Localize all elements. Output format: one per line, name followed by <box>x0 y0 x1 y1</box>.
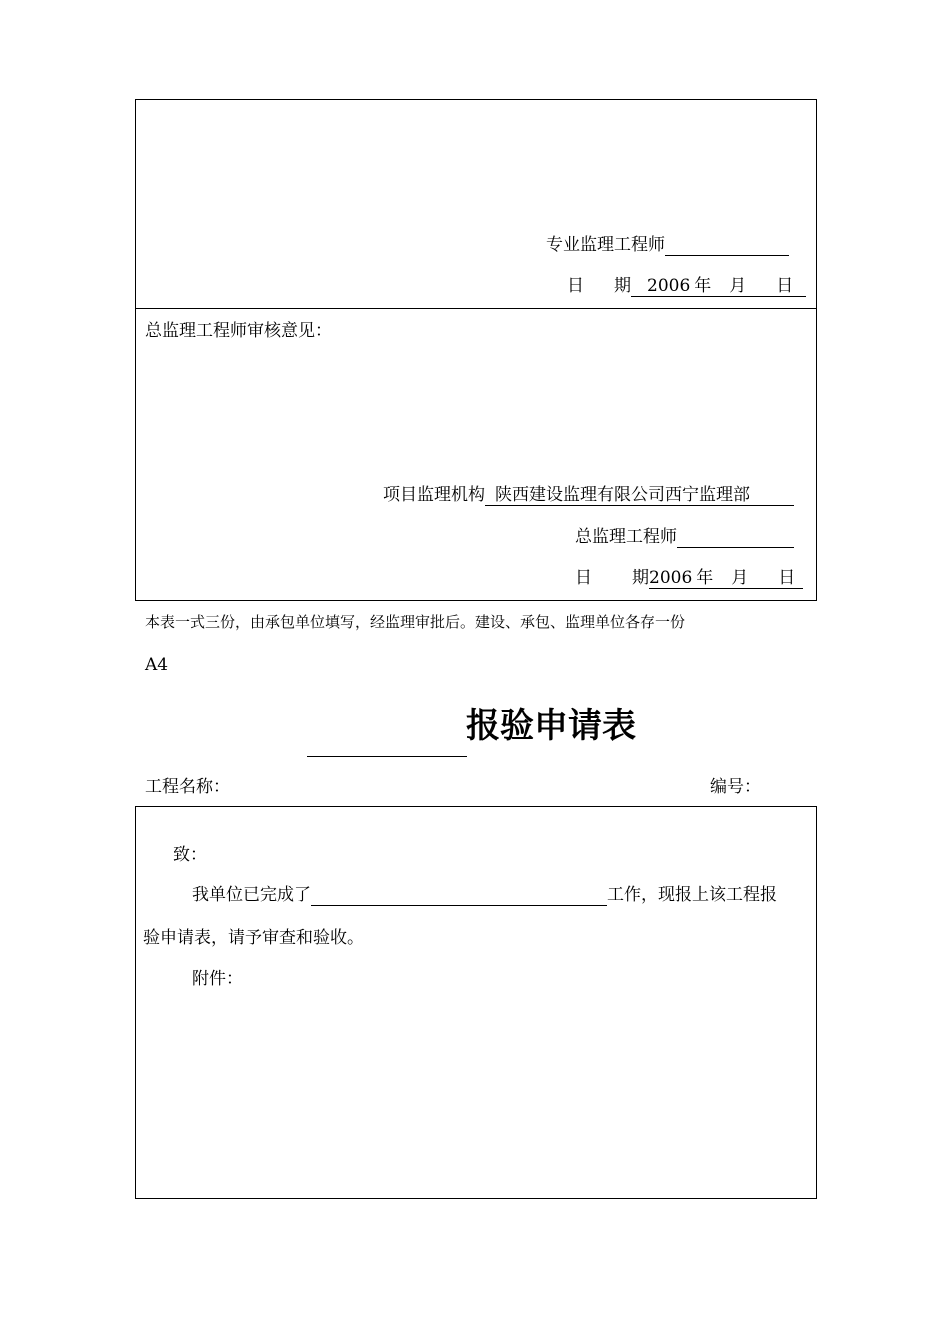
form-title: 报验申请表 <box>466 706 636 746</box>
month-unit: 月 <box>729 276 747 296</box>
chief-signature-blank[interactable] <box>677 527 794 548</box>
engineer-signature-row <box>546 235 789 256</box>
chief-signature-row <box>575 527 794 548</box>
day-unit: 日 <box>778 568 796 588</box>
form-code: A4 <box>145 655 169 675</box>
application-box <box>135 806 817 1199</box>
letter-to: 致： <box>173 845 207 865</box>
month-unit: 月 <box>731 568 749 588</box>
org-value: 陕西建设监理有限公司西宁监理部 <box>495 485 750 505</box>
engineer-label: 专业监理工程师 <box>546 235 665 255</box>
engineer-date-row <box>567 276 806 297</box>
org-field[interactable] <box>485 485 794 506</box>
footnote: 本表一式三份，由承包单位填写，经监理审批后。建设、承包、监理单位各存一份 <box>145 613 686 631</box>
letter-line-2: 验申请表，请予审查和验收。 <box>143 928 364 948</box>
chief-label: 总监理工程师 <box>575 527 677 547</box>
attachment-label: 附件： <box>192 969 243 989</box>
title-underline <box>307 756 467 757</box>
completed-work-field[interactable] <box>311 885 607 906</box>
year-unit: 年 <box>694 276 712 296</box>
chief-date-row <box>575 568 803 589</box>
date-year: 2006 <box>647 276 691 296</box>
letter-line-1 <box>192 885 777 906</box>
chief-date-field[interactable] <box>649 568 803 589</box>
day-unit: 日 <box>776 276 794 296</box>
line1-prefix: 我单位已完成了 <box>192 885 311 905</box>
engineer-date-field[interactable] <box>631 276 806 297</box>
supervision-org-row <box>383 485 794 506</box>
year-unit: 年 <box>696 568 714 588</box>
number-label: 编号： <box>710 777 761 797</box>
date-year: 2006 <box>649 568 693 588</box>
chief-review-heading: 总监理工程师审核意见： <box>145 321 332 341</box>
org-label: 项目监理机构 <box>383 485 485 505</box>
engineer-signature-blank[interactable] <box>665 235 789 256</box>
project-name-label: 工程名称： <box>145 777 230 797</box>
line1-suffix: 工作，现报上该工程报 <box>607 885 777 905</box>
date-label-char1: 日 <box>575 568 592 588</box>
date-label-char2: 期 <box>614 276 631 296</box>
chief-review-box <box>135 308 817 601</box>
date-label-char1: 日 <box>567 276 584 296</box>
date-label-char2: 期 <box>632 568 649 588</box>
